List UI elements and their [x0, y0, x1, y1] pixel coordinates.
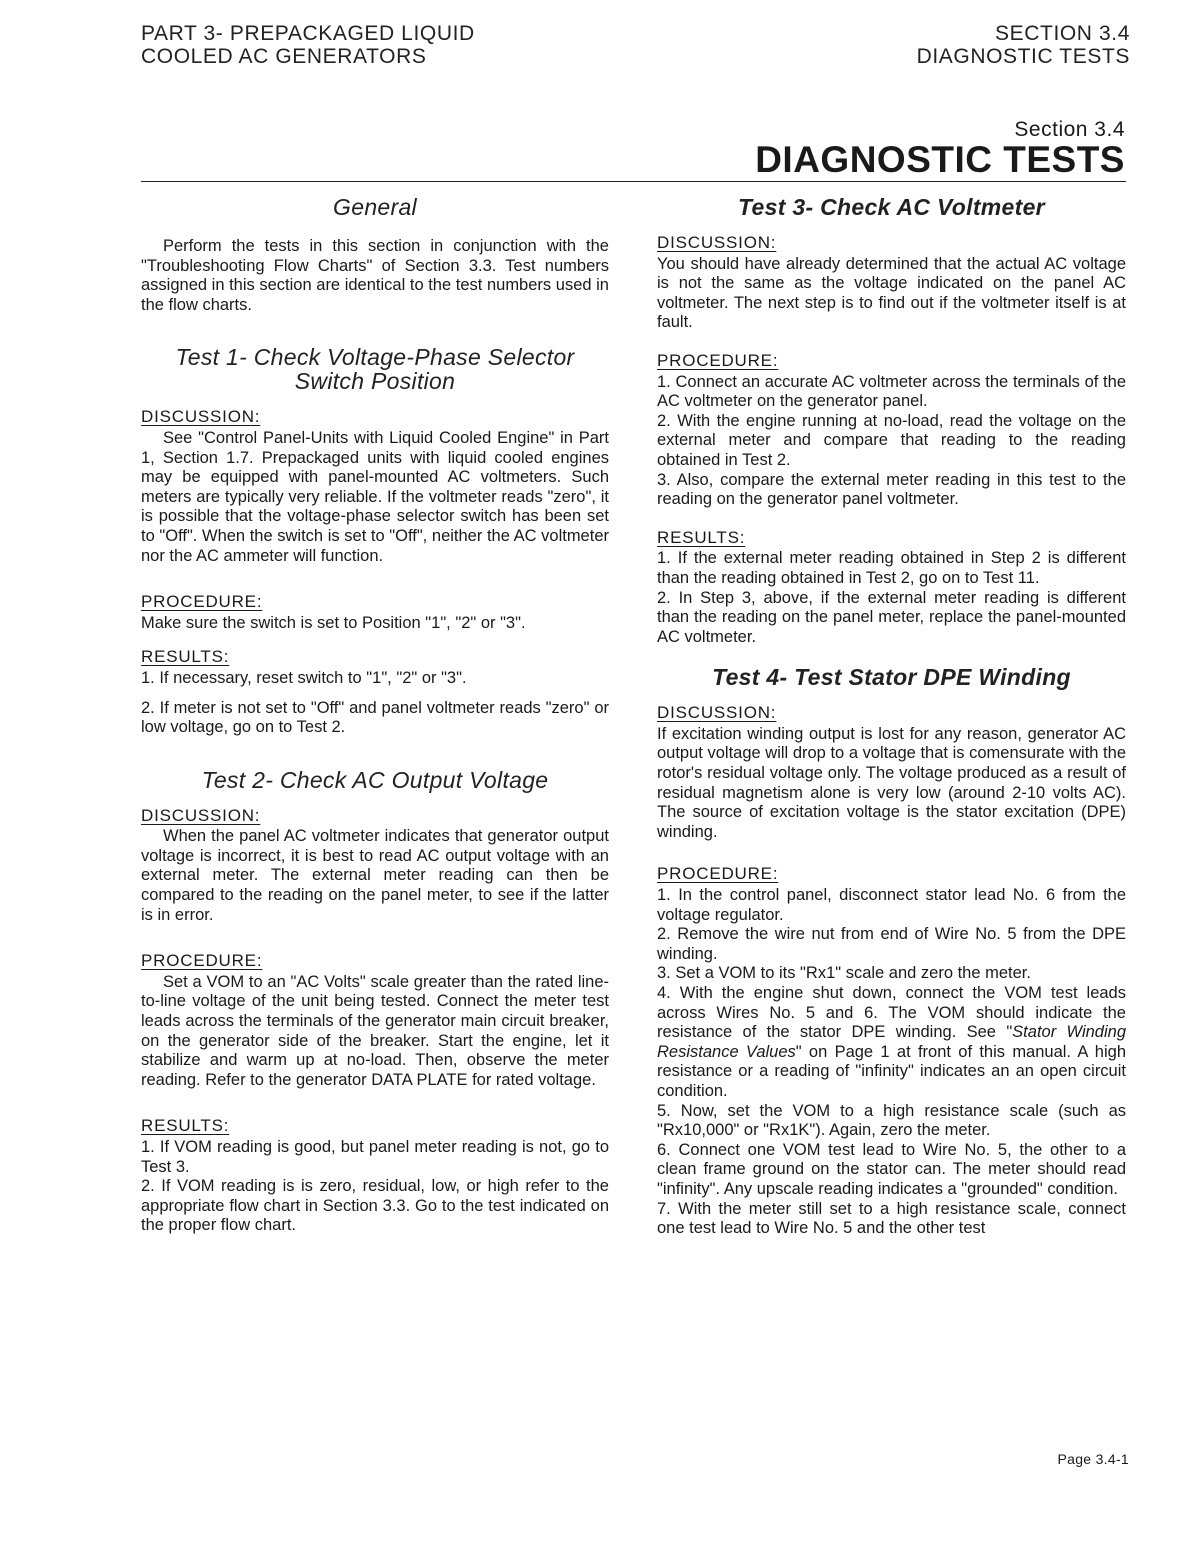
test3-step-2: 2. With the engine running at no-load, read the voltage on the external meter and compare that reading to the reading obtained in Test 2. — [657, 411, 1126, 469]
test1-discussion-text: See "Control Panel-Units with Liquid Cooled Engine" in Part 1, Section 1.7. Prepackaged units with liquid cooled engines may be equipped with panel-mounted AC voltmeters. Such meters are typically very reliable. If the voltmeter reads "zero", it is possible that the voltage-phase selector switch has been set to "Off". When the switch is set to "Off", neither the AC voltmeter nor the AC ammeter will function. — [141, 428, 609, 565]
test2-procedure-text: Set a VOM to an "AC Volts" scale greater than the rated line-to-line voltage of the unit being tested. Connect the meter test leads across the terminals of the generator main circuit breaker, on the generator side of the breaker. Start the engine, let it stabilize and warm up at no-load. Then, observe the meter reading. Refer to the generator DATA PLATE for rated voltage. — [141, 972, 609, 1089]
test4-step-4-start: 4. With the engine shut down, connect the VOM test leads across Wires No. 5 and 6. The VOM should indicate the resistance of the stator DPE winding. See " — [657, 984, 1126, 1042]
test1-heading-line1: Test 1- Check Voltage-Phase Selector — [175, 344, 575, 371]
test2-heading: Test 2- Check AC Output Voltage — [201, 766, 549, 793]
test4-step-4-end: " on Page 1 at front of this manual. A high resistance or a reading of "infinity" indicates an an open circuit condition. — [657, 1042, 1126, 1100]
header-section-line1: SECTION 3.4 — [995, 22, 1130, 45]
test4-step-7: 7. With the meter still set to a high resistance scale, connect one test lead to Wire No. 5 and the other test — [657, 1199, 1126, 1238]
title-rule — [141, 181, 1126, 182]
test4-step-2: 2. Remove the wire nut from end of Wire No. 5 from the DPE winding. — [657, 925, 1126, 963]
test3-results-label: RESULTS: — [657, 527, 746, 547]
test1-procedure-text: Make sure the switch is set to Position "1", "2" or "3". — [141, 613, 526, 632]
left-column — [141, 195, 609, 1236]
test2-discussion-label: DISCUSSION: — [141, 805, 261, 825]
test2-result-1: 1. If VOM reading is good, but panel meter reading is not, go to Test 3. — [141, 1138, 609, 1176]
test3-discussion-text: You should have already determined that the actual AC voltage is not the same as the voltage indicated on the panel AC voltmeter. The next step is to find out if the voltmeter itself is at fault. — [657, 254, 1126, 332]
running-header-part — [141, 22, 475, 68]
header-section-line2: DIAGNOSTIC TESTS — [916, 45, 1130, 68]
general-heading: General — [333, 194, 417, 220]
test4-step-6: 6. Connect one VOM test lead to Wire No. 5, the other to a clean frame ground on the stator can. The meter should read "infinity". Any upscale reading indicates a "grounded" condition. — [657, 1140, 1126, 1198]
test1-discussion-label: DISCUSSION: — [141, 407, 261, 427]
header-part-line1: PART 3- PREPACKAGED LIQUID — [141, 22, 475, 45]
test4-step-4-reference: Stator Winding Resistance Values — [657, 1023, 1126, 1061]
section-number: Section 3.4 — [1014, 118, 1125, 141]
test3-heading: Test 3- Check AC Voltmeter — [738, 194, 1045, 220]
test2-procedure-label: PROCEDURE: — [141, 951, 263, 971]
general-text: Perform the tests in this section in conjunction with the "Troubleshooting Flow Charts" of Section 3.3. Test numbers assigned in this section are identical to the test numbers used in the flow charts. — [141, 237, 609, 314]
test1-procedure-label: PROCEDURE: — [141, 592, 263, 612]
test4-step-5: 5. Now, set the VOM to a high resistance scale (such as "Rx10,000" or "Rx1K"). Again, zero the meter. — [657, 1101, 1126, 1140]
test2-discussion-text: When the panel AC voltmeter indicates that generator output voltage is incorrect, it is best to read AC output voltage with an external meter. The external meter reading can then be compared to the reading on the panel meter, to see if the latter is in error. — [141, 827, 609, 924]
test4-step-3: 3. Set a VOM to its "Rx1" scale and zero the meter. — [657, 964, 1031, 983]
test2-result-2: 2. If VOM reading is is zero, residual, low, or high refer to the appropriate flow chart in Section 3.3. Go to the test indicated on the proper flow chart. — [141, 1177, 609, 1235]
test4-procedure-label: PROCEDURE: — [657, 864, 779, 884]
test1-heading-line2: Switch Position — [294, 368, 456, 395]
running-header-section — [917, 22, 1130, 68]
test4-step-1: 1. In the control panel, disconnect stator lead No. 6 from the voltage regulator. — [657, 886, 1126, 924]
section-title: DIAGNOSTIC TESTS — [755, 139, 1125, 180]
test1-result-1: 1. If necessary, reset switch to "1", "2" or "3". — [141, 668, 467, 687]
test3-result-1: 1. If the external meter reading obtained in Step 2 is different than the reading obtained in Test 2, go on to Test 11. — [657, 549, 1126, 587]
test1-result-2: 2. If meter is not set to "Off" and panel voltmeter reads "zero" or low voltage, go on to Test 2. — [141, 698, 609, 737]
header-part-line2: COOLED AC GENERATORS — [141, 45, 427, 68]
test3-discussion-label: DISCUSSION: — [657, 233, 777, 252]
test4-discussion-label: DISCUSSION: — [657, 703, 777, 723]
test1-results-label: RESULTS: — [141, 647, 230, 667]
test1-heading — [141, 345, 609, 393]
test4-step-4 — [657, 984, 1126, 1102]
test3-procedure-label: PROCEDURE: — [657, 350, 779, 370]
test2-results-label: RESULTS: — [141, 1116, 230, 1136]
test4-heading: Test 4- Test Stator DPE Winding — [712, 664, 1071, 691]
test3-result-2: 2. In Step 3, above, if the external meter reading is different than the reading on the panel meter, replace the panel-mounted AC voltmeter. — [657, 588, 1126, 646]
page-number: Page 3.4-1 — [1057, 1451, 1129, 1467]
test3-step-3: 3. Also, compare the external meter reading in this test to the reading on the generator panel voltmeter. — [657, 470, 1126, 509]
test3-step-1: 1. Connect an accurate AC voltmeter across the terminals of the AC voltmeter on the generator panel. — [657, 372, 1126, 411]
right-column — [657, 195, 1126, 1239]
test4-discussion-text: If excitation winding output is lost for any reason, generator AC output voltage will drop to a voltage that is comensurate with the rotor's residual voltage only. The voltage produced as a result of residual magnetism alone is very low (around 2-10 volts AC). The source of excitation voltage is the stator excitation (DPE) winding. — [657, 724, 1126, 841]
